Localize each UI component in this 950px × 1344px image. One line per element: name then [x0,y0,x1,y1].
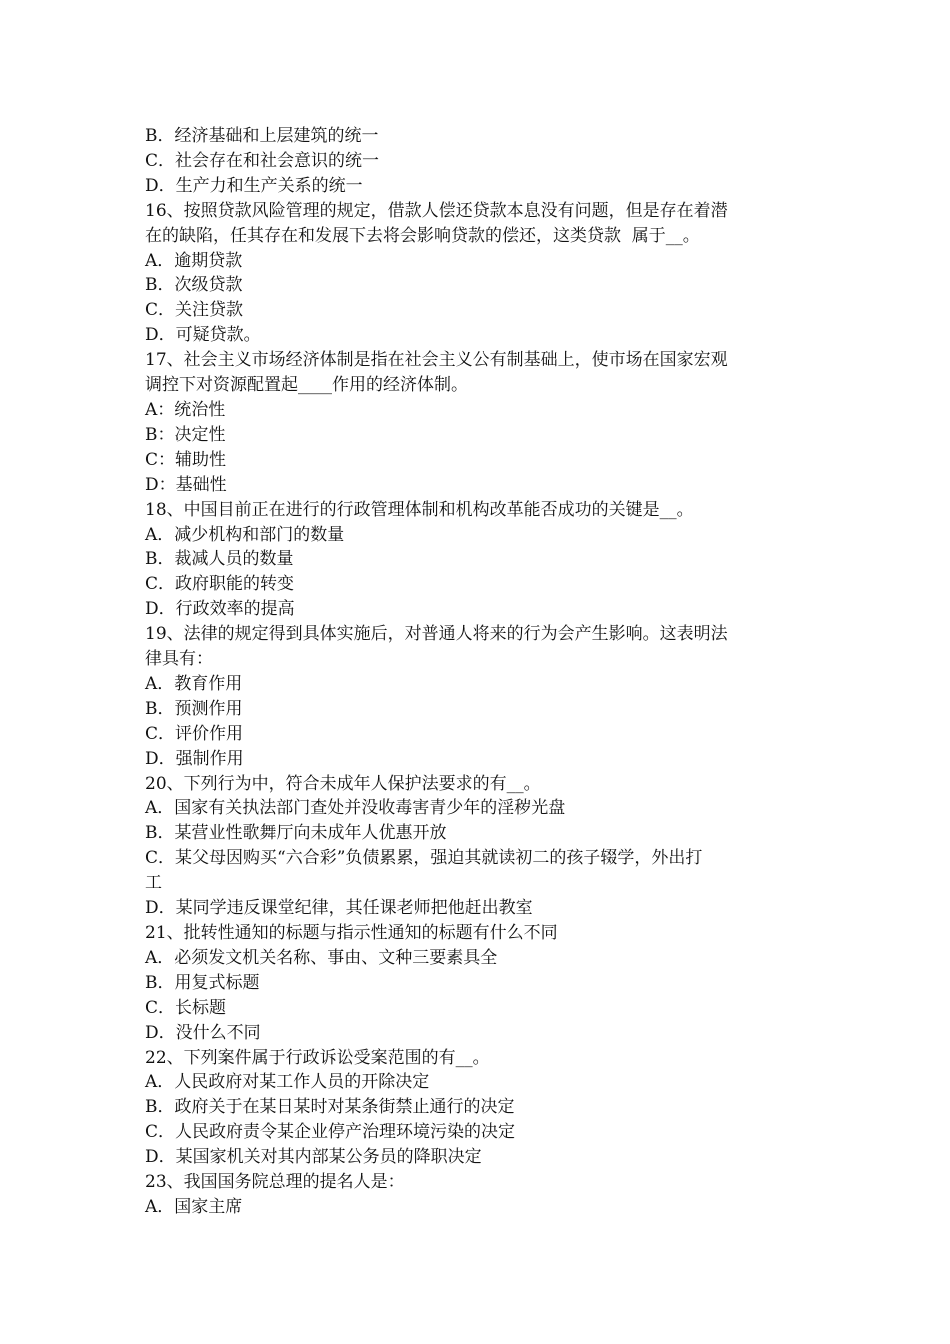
answer-option: C．评价作用 [145,723,244,744]
answer-option: C．政府职能的转变 [145,574,295,595]
answer-option: B．某营业性歌舞厅向未成年人优惠开放 [145,823,447,844]
answer-option: B：决定性 [145,424,226,445]
question-text-line: 23、我国国务院总理的提名人是： [145,1172,405,1193]
answer-option: D．某国家机关对其内部某公务员的降职决定 [145,1147,482,1168]
answer-option: C．长标题 [145,997,227,1018]
answer-option: B．经济基础和上层建筑的统一 [145,126,379,146]
answer-option: A．减少机构和部门的数量 [145,524,345,545]
answer-option: D．生产力和生产关系的统一 [145,175,363,196]
question-text-line: 调控下对资源配置起____作用的经济体制。 [145,375,468,396]
answer-option: 工 [145,873,162,894]
answer-option: A．国家主席 [145,1196,243,1217]
answer-option: D：基础性 [145,474,227,495]
question-text-line: 22、下列案件属于行政诉讼受案范围的有__。 [145,1047,490,1068]
answer-option: B．用复式标题 [145,972,260,993]
question-text-line: 20、下列行为中，符合未成年人保护法要求的有__。 [145,773,541,794]
answer-option: D．没什么不同 [145,1022,261,1043]
question-text-line: 17、社会主义市场经济体制是指在社会主义公有制基础上，使市场在国家宏观 [145,350,728,371]
question-text-line: 在的缺陷，任其存在和发展下去将会影响贷款的偿还，这类贷款 属于__。 [145,225,700,246]
answer-option: A：统治性 [145,399,226,420]
answer-option: A．国家有关执法部门查处并没收毒害青少年的淫秽光盘 [145,798,566,819]
answer-option: A．逾期贷款 [145,250,243,271]
answer-option: B．裁减人员的数量 [145,549,294,570]
question-text-line: 16、按照贷款风险管理的规定，借款人偿还贷款本息没有问题，但是存在着潜 [145,200,728,221]
answer-option: C：辅助性 [145,449,227,470]
answer-option: B．政府关于在某日某时对某条街禁止通行的决定 [145,1097,515,1118]
answer-option: A．人民政府对某工作人员的开除决定 [145,1072,430,1093]
question-text-line: 21、批转性通知的标题与指示性通知的标题有什么不同 [145,923,558,943]
answer-option: C．人民政府责令某企业停产治理环境污染的决定 [145,1122,516,1143]
answer-option: B．预测作用 [145,698,243,719]
question-text-line: 19、法律的规定得到具体实施后，对普通人将来的行为会产生影响。这表明法 [145,624,728,645]
question-text-line: 18、中国目前正在进行的行政管理体制和机构改革能否成功的关键是__。 [145,499,694,520]
answer-option: B．次级贷款 [145,275,243,296]
answer-option: A．必须发文机关名称、事由、文种三要素具全 [145,947,498,968]
answer-option: C．关注贷款 [145,300,244,321]
answer-option: D．强制作用 [145,748,244,769]
answer-option: D．行政效率的提高 [145,599,295,620]
answer-option: D．某同学违反课堂纪律，其任课老师把他赶出教室 [145,898,533,919]
answer-option: D．可疑贷款。 [145,325,261,346]
question-text-line: 律具有： [145,649,213,670]
answer-option: C．某父母因购买“六合彩”负债累累，强迫其就读初二的孩子辍学，外出打 [145,848,703,869]
document-page [145,124,810,1220]
answer-option: A．教育作用 [145,673,243,694]
answer-option: C．社会存在和社会意识的统一 [145,150,380,171]
